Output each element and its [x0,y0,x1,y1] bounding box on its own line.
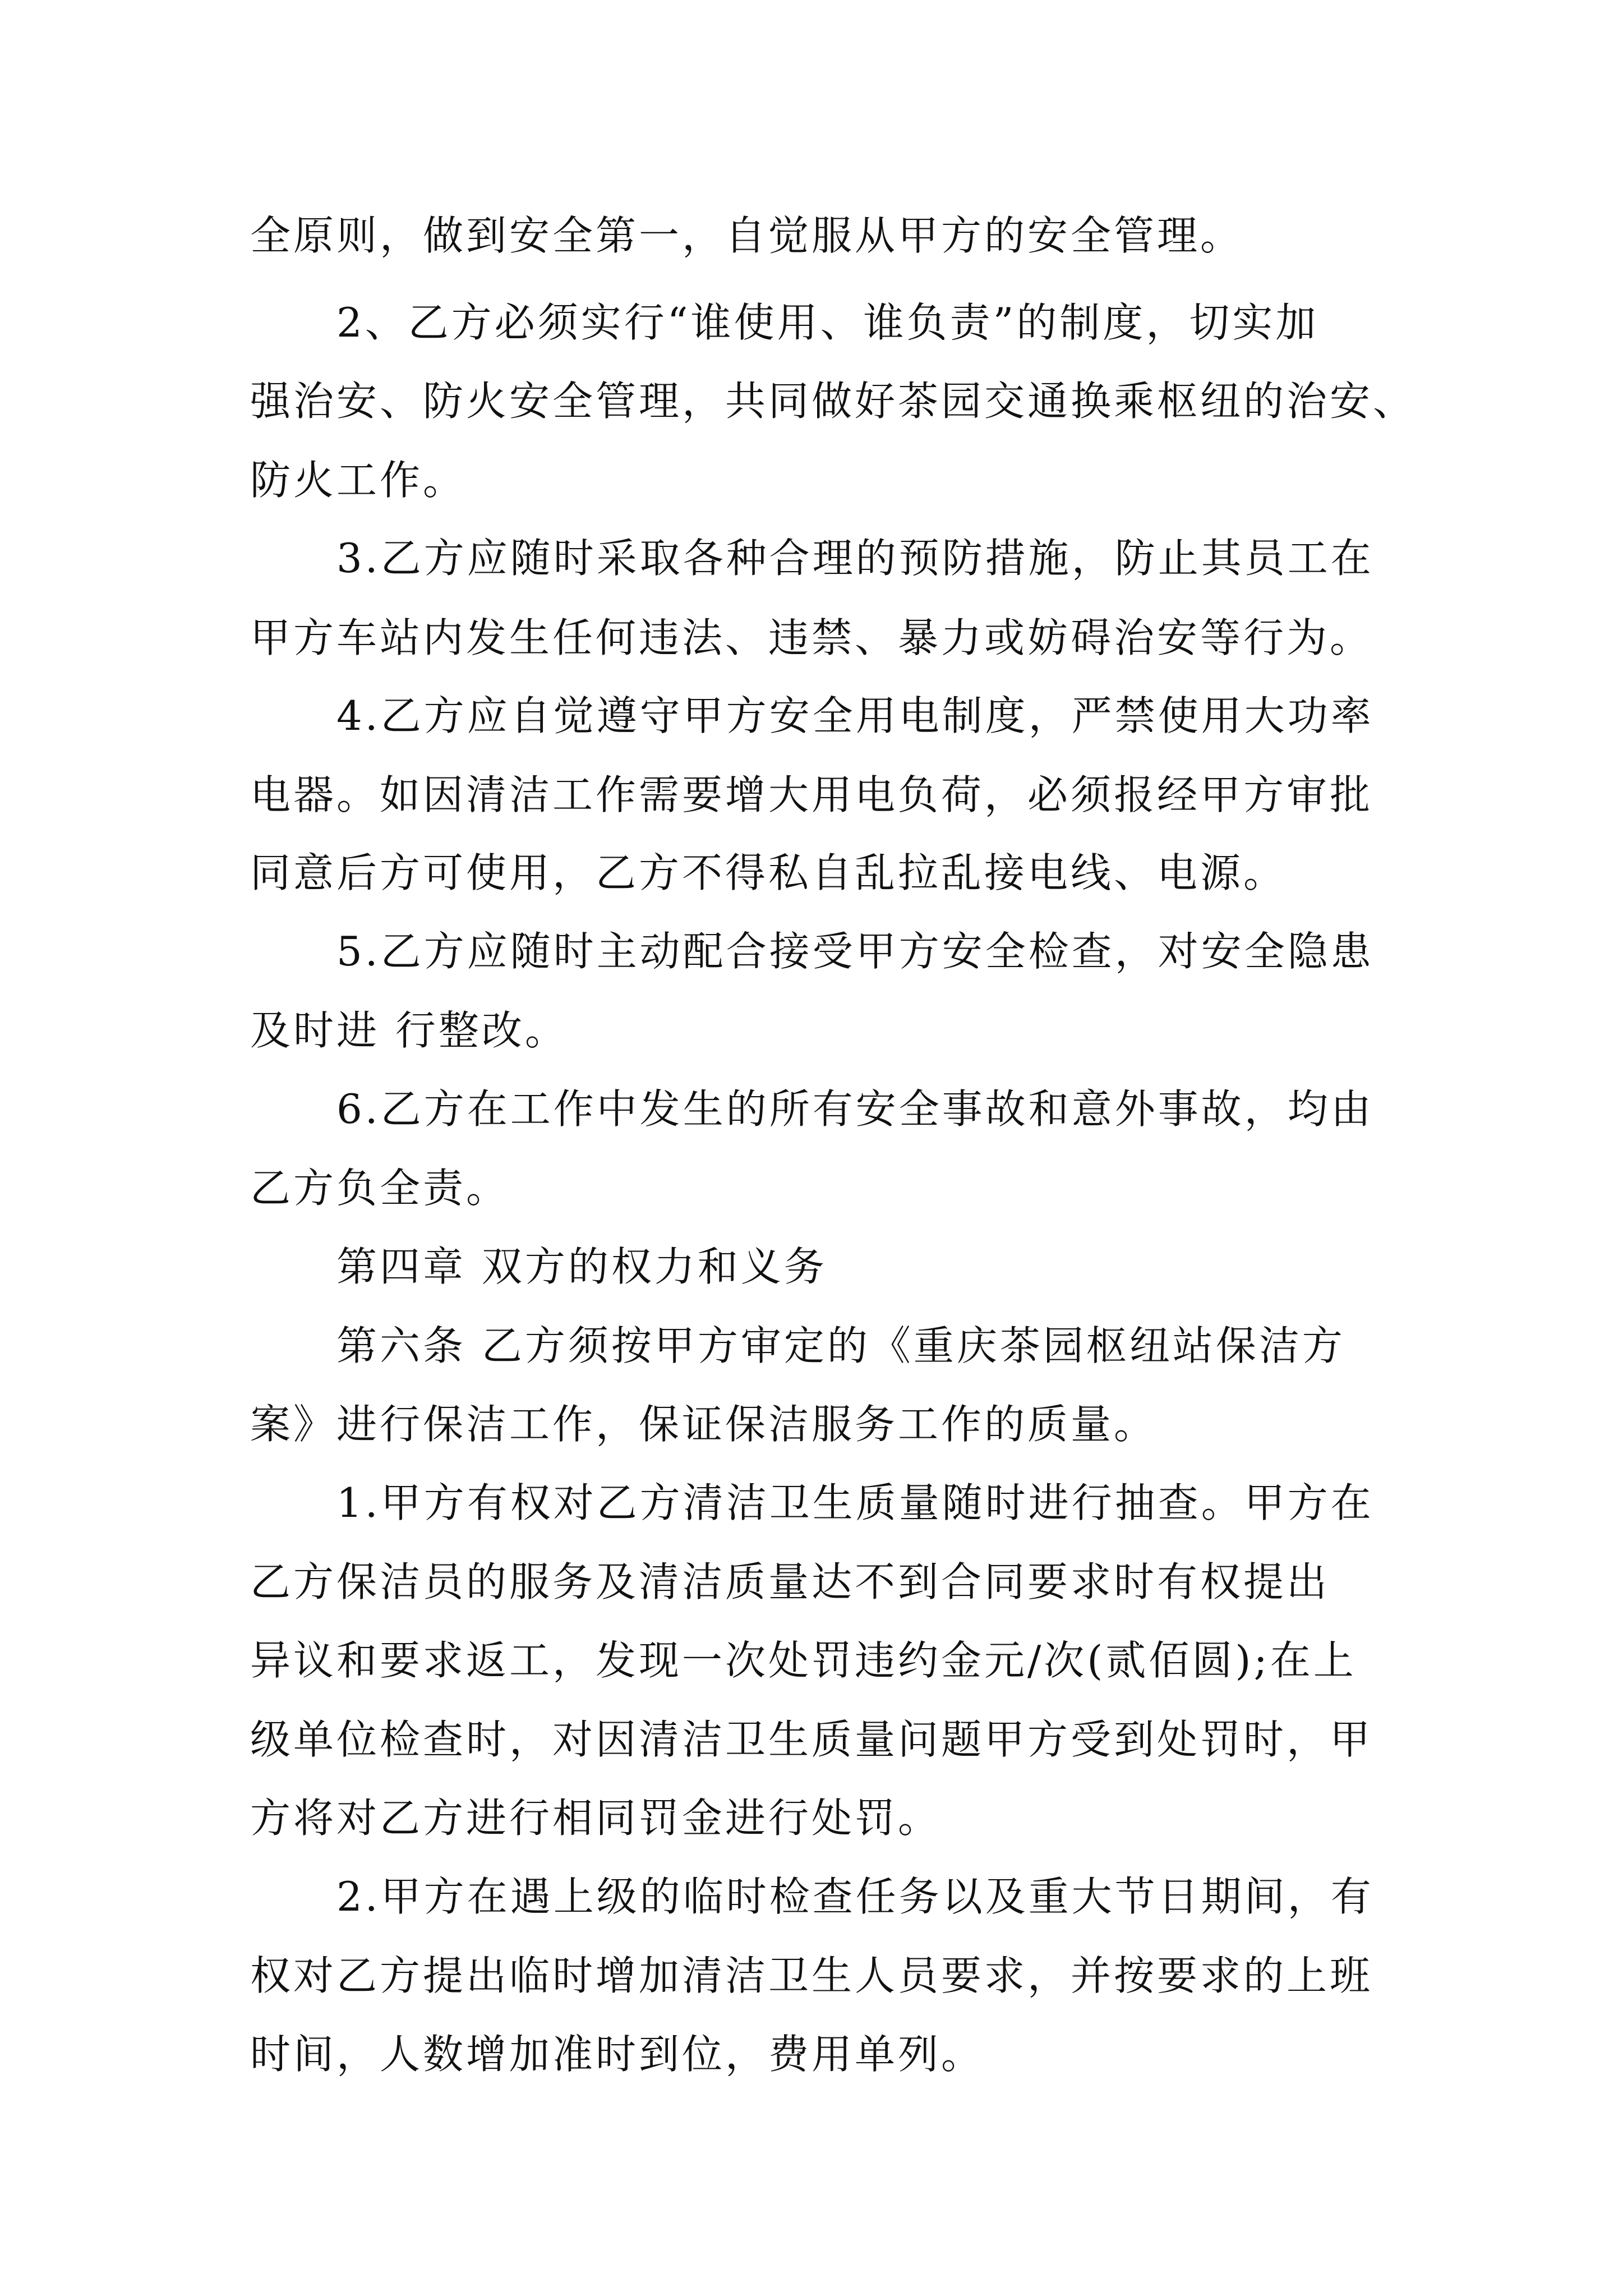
text-line: 第六条 乙方须按甲方审定的《重庆茶园枢纽站保洁方 [336,1322,1345,1369]
text-line: 全原则，做到安全第一，自觉服从甲方的安全管理。 [250,212,1244,259]
text-line: 案》进行保洁工作，保证保洁服务工作的质量。 [250,1401,1158,1448]
chapter-heading: 第四章 双方的权力和义务 [336,1243,827,1290]
text-line: 时间，人数增加准时到位，费用单列。 [250,2031,985,2078]
text-line: 防火工作。 [250,457,467,504]
text-line: 甲方车站内发生任何违法、违禁、暴力或妨碍治安等行为。 [250,614,1373,661]
text-line: 6.乙方在工作中发生的所有安全事故和意外事故，均由 [336,1085,1374,1133]
text-line: 乙方保洁员的服务及清洁质量达不到合同要求时有权提出 [250,1558,1330,1605]
text-line: 级单位检查时，对因清洁卫生质量问题甲方受到处罚时，甲 [250,1716,1373,1763]
text-line: 及时进 行整改。 [250,1007,568,1054]
text-line: 乙方负全责。 [250,1165,510,1212]
text-line: 2、乙方必须实行“谁使用、谁负责”的制度，切实加 [336,299,1319,346]
text-line: 3.乙方应随时采取各种合理的预防措施，防止其员工在 [336,535,1374,582]
text-line: 异议和要求返工，发现一次处罚违约金元/次(贰佰圆);在上 [250,1637,1357,1684]
text-line: 电器。如因清洁工作需要增大用电负荷，必须报经甲方审批 [250,771,1373,818]
text-line: 4.乙方应自觉遵守甲方安全用电制度，严禁使用大功率 [336,692,1374,739]
text-line: 方将对乙方进行相同罚金进行处罚。 [250,1795,942,1842]
text-line: 2.甲方在遇上级的临时检查任务以及重大节日期间，有 [336,1873,1374,1920]
text-line: 5.乙方应随时主动配合接受甲方安全检查，对安全隐患 [336,928,1374,975]
text-line: 强治安、防火安全管理，共同做好茶园交通换乘枢纽的治安、 [250,378,1417,425]
text-line: 同意后方可使用，乙方不得私自乱拉乱接电线、电源。 [250,849,1287,896]
text-line: 权对乙方提出临时增加清洁卫生人员要求，并按要求的上班 [250,1952,1373,1999]
text-line: 1.甲方有权对乙方清洁卫生质量随时进行抽查。甲方在 [336,1479,1374,1526]
